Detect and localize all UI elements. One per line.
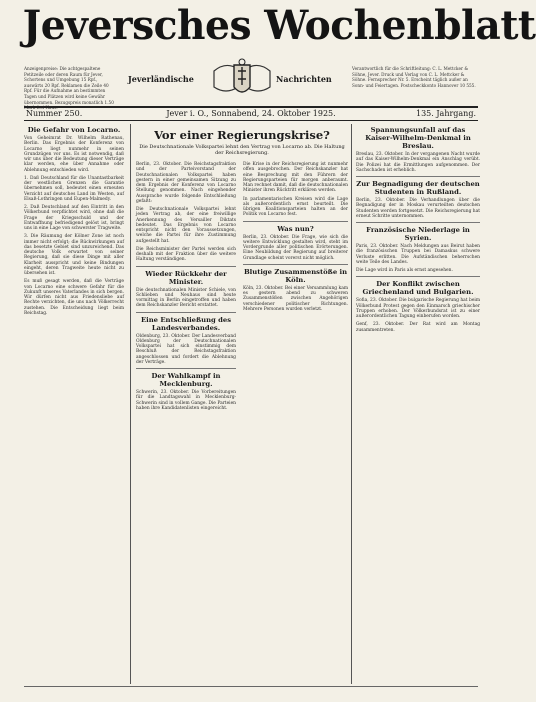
- article-heading: Zur Begnadigung der deutschen Studenten in Rußland.: [356, 180, 480, 196]
- masthead-title: Jeversches Wochenblatt: [22, 2, 536, 49]
- article-paragraph: Köln, 23. Oktober. Bei einer Versammlung kam es gestern abend zu schweren Zusammenstößen zwischen Angehörigen verschiedener politischer Richtungen. Mehrere Personen wurden verletzt.: [243, 285, 348, 312]
- date-bar: [24, 106, 478, 121]
- article-heading: Französische Niederlage in Syrien.: [366, 226, 470, 242]
- article-paragraph: Die Deutschnationale Volkspartei lehnt jeden Vertrag ab, der eine freiwillige Anerkennung des Versailler Diktats bedeutet. Das Ergebnis von Locarno entspricht nicht den Voraussetzungen, welche die Partei für ihre Zustimmung aufgestellt hat.: [136, 207, 236, 244]
- lead-subline: Die Deutschnationale Volkspartei lehnt den Vertrag von Locarno ab. Die Haltung der Reichsregierung.: [139, 144, 345, 157]
- article-paragraph: 3. Die Räumung der Kölner Zone ist noch immer nicht erfolgt; die Rückwirkungen auf das besetzte Gebiet sind unzureichend. Das deutsche Volk erwartet von seiner Regierung, daß sie diese Dinge mit aller Klarheit ausspricht und keine Bindungen eingeht, deren Tragweite heute nicht zu übersehen ist.: [24, 234, 124, 276]
- article-heading: Wieder Rückkehr der Minister.: [145, 269, 227, 286]
- column-rule: [130, 124, 131, 684]
- article-separator: [243, 221, 348, 222]
- article-separator: [243, 264, 348, 265]
- article-paragraph: In parlamentarischen Kreisen wird die Lage als außerordentlich ernst beurteilt. Die übrigen Koalitionsparteien halten an der Politik von Locarno fest.: [243, 196, 348, 218]
- article-separator: [136, 312, 236, 313]
- issue-number: Nummer 250.: [26, 109, 83, 118]
- article-separator: [356, 222, 480, 223]
- column-1: [24, 124, 124, 684]
- article-paragraph: Berlin, 23. Oktober. Die Reichstagsfraktion und der Parteivorstand der Deutschnationalen Volkspartei haben gestern in einer gemeinsamen Sitzung zu dem Ergebnis der Konferenz von Locarno Stellung genommen. Nach eingehender Aussprache wurde folgende Entschließung gefaßt:: [136, 162, 236, 204]
- article-paragraph: Berlin, 23. Oktober. Die Verhandlungen über die Begnadigung der in Moskau verurteilten deutschen Studenten werden fortgesetzt. Die Reichsregierung hat erneut Schritte unternommen.: [356, 198, 480, 219]
- bottom-rule: [24, 686, 478, 687]
- article-paragraph: Die Reichsminister der Partei werden sich deshalb mit der Fraktion über die weitere Haltung verständigen.: [136, 246, 236, 263]
- article-separator: [136, 368, 236, 369]
- article-paragraph: Schwerin, 23. Oktober. Die Vorbereitungen für die Landtagswahl in Mecklenburg-Schwerin sind in vollem Gange. Die Parteien haben ihre Kandidatenlisten eingereicht.: [136, 390, 236, 411]
- article-separator: [356, 176, 480, 177]
- column-3: [243, 162, 348, 684]
- article-paragraph: Die Lage wird in Paris als ernst angesehen.: [356, 268, 453, 273]
- article-heading: Was nun?: [277, 224, 314, 233]
- article-paragraph: Genf, 23. Oktober. Der Rat wird am Montag zusammentreten.: [356, 322, 480, 333]
- article-separator: [136, 266, 236, 267]
- column-2: [136, 162, 236, 684]
- volume-year: 135. Jahrgang.: [415, 109, 476, 118]
- article-heading: Blutige Zusammenstöße in Köln.: [243, 267, 348, 284]
- column-rule: [351, 124, 352, 684]
- article-paragraph: Sofia, 23. Oktober. Die bulgarische Regierung hat beim Völkerbund Protest gegen den Einmarsch griechischer Truppen erhoben. Der Völkerbundsrat ist zu einer außerordentlichen Tagung einberufen worden.: [356, 298, 480, 319]
- article-paragraph: Breslau, 23. Oktober. In der vergangenen Nacht wurde auf das Kaiser-Wilhelm-Denkmal ein Anschlag verübt. Die Polizei hat die Ermittlungen aufgenommen. Der Sachschaden ist erheblich.: [356, 152, 480, 173]
- masthead-subtitle-left: Jeverländische: [128, 74, 194, 84]
- article-heading: Der Wahlkampf in Mecklenburg.: [151, 372, 221, 388]
- article-heading: Der Konflikt zwischen Griechenland und Bulgarien.: [362, 280, 474, 297]
- article-paragraph: Die Krise in der Reichsregierung ist nunmehr offen ausgebrochen. Der Reichskanzler hat eine Besprechung mit den Führern der Regierungsparteien für morgen anberaumt. Man rechnet damit, daß die deutschnationalen Minister ihren Rücktritt erklären werden.: [243, 162, 348, 194]
- article-paragraph: 2. Daß Deutschland auf den Eintritt in den Völkerbund verpflichtet wird, ohne daß die Frage der Kriegsschuld und der Entwaffnung befriedigend gelöst ist, bringt uns in eine Lage von schwerster Tragweite.: [24, 205, 124, 231]
- masthead-notice-left: Anzeigenpreise: Die achtgespaltene Petitzeile oder deren Raum für Jever, Schortens und Umgebung 15 Rpf., auswärts 20 Rpf. Reklamen die Zeile 40 Rpf. Für die Aufnahme an bestimmten Tagen und Plätzen wird keine Gewähr übernommen. Bezugspreis monatlich 1.50 Mark frei Haus.: [24, 66, 114, 111]
- article-heading: Eine Entschließung des Landesverbandes.: [140, 315, 232, 332]
- article-paragraph: Paris, 23. Oktober. Nach Meldungen aus Beirut haben die französischen Truppen bei Damaskus schwere Verluste erlitten. Die Aufständischen beherrschen weite Teile des Landes.: [356, 244, 480, 265]
- coat-of-arms-icon: [210, 57, 274, 99]
- article-paragraph: 1. Daß Deutschland für die Unantastbarkeit der westlichen Grenzen die Garantie übernehmen soll, bedeutet einen erneuten Verzicht auf deutsches Land im Westen, auf Elsaß-Lothringen und Eupen-Malmedy.: [24, 175, 124, 202]
- lead-headline: Vor einer Regierungskrise?: [154, 128, 330, 142]
- masthead-subtitle-right: Nachrichten: [276, 74, 332, 84]
- dateline: Jever i. O., Sonnabend, 24. Oktober 1925.: [166, 109, 336, 118]
- article-paragraph: Berlin, 23. Oktober. Die Frage, wie sich die weitere Entwicklung gestalten wird, steht im Vordergrunde aller politischen Erörterungen. Eine Neubildung der Regierung auf breiterer Grundlage scheint vorerst nicht möglich.: [243, 234, 348, 261]
- article-heading: Die Gefahr von Locarno.: [27, 126, 121, 134]
- article-paragraph: Es muß gesagt werden, daß die Verträge von Locarno eine schwere Gefahr für die Zukunft unseres Vaterlandes in sich bergen. Wir dürfen nicht aus Friedensliebe auf Rechte verzichten, die uns nach Völkerrecht zustehen. Die Entscheidung liegt beim Reichstag.: [24, 279, 124, 316]
- article-heading: Spannungsunfall auf das Kaiser-Wilhelm-Denkmal in Breslau.: [365, 126, 471, 150]
- column-4: [356, 124, 480, 684]
- article-paragraph: Die deutschnationalen Minister Schiele, von Schlieben und Neuhaus sind heute vormittag in Berlin eingetroffen und haben dem Reichskanzler Bericht erstattet.: [136, 287, 236, 309]
- article-paragraph: Oldenburg, 23. Oktober. Der Landesverband Oldenburg der Deutschnationalen Volkspartei hat sich einstimmig dem Beschluß der Reichstagsfraktion angeschlossen und fordert die Ablehnung der Verträge.: [136, 333, 236, 365]
- article-paragraph: Von Geheimrat Dr. Wilhelm Rathenau, Berlin. Das Ergebnis der Konferenz von Locarno liegt nunmehr in seinen Grundzügen vor uns. Es ist notwendig, daß wir uns über die Bedeutung dieser Verträge klar werden, ehe über Annahme oder Ablehnung entschieden wird.: [24, 136, 124, 173]
- article-separator: [356, 276, 480, 277]
- masthead-notice-right: Verantwortlich für die Schriftleitung: C. L. Mettcker & Söhne, Jever. Druck und Verlag von C. L. Mettcker & Söhne. Fernsprecher Nr. 5. Erscheint täglich außer an Sonn- und Feiertagen. Postscheckkonto Hannover 10 555.: [352, 66, 476, 88]
